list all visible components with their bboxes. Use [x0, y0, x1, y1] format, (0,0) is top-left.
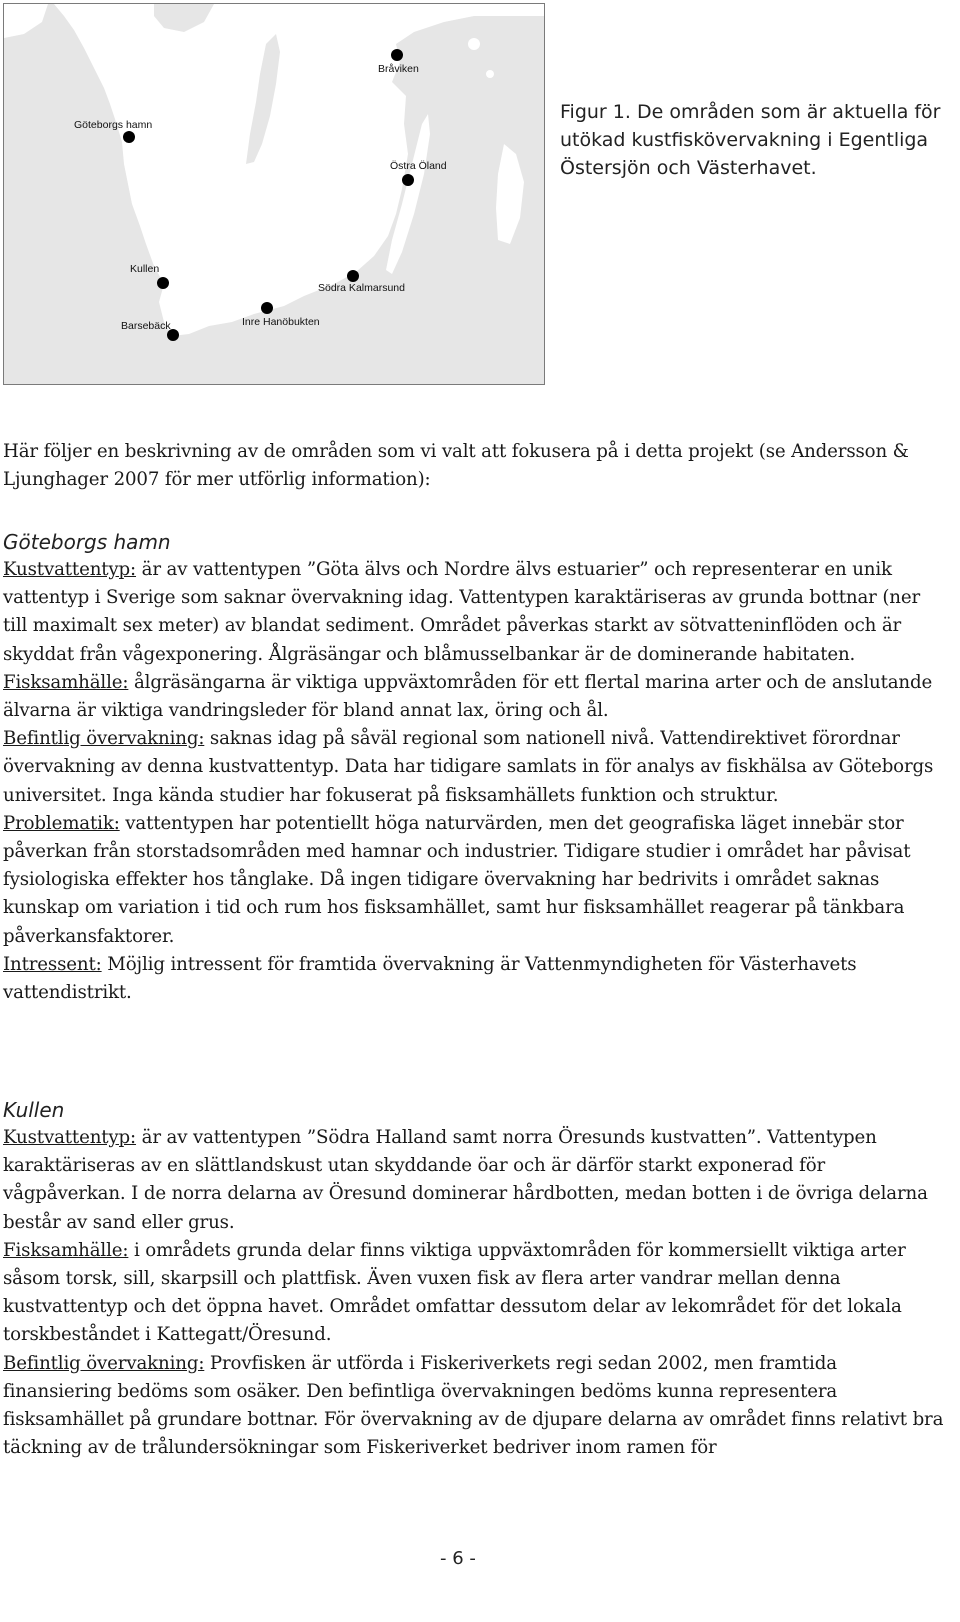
para-kustvattentyp: [3, 1124, 948, 1237]
map-svg: [4, 4, 544, 384]
marker-inre-hanobukten[interactable]: [261, 302, 273, 314]
section-goteborgs-hamn: [3, 528, 948, 1007]
para-befintlig-overvakning: [3, 1350, 948, 1463]
para-kustvattentyp: [3, 556, 948, 669]
para-text: är av vattentypen ”Södra Halland samt norra Öresunds kustvatten”. Vattentypen karaktäriseras av en slättlandskust utan skyddande öar och är därför starkt exponerad för vågpåverkan. I de norra delarna av Öresund dominerar hårdbotten, medan botten i de övriga delarna består av sand eller grus.: [3, 1127, 928, 1233]
marker-ostra-oland[interactable]: [402, 174, 414, 186]
island-small: [468, 38, 480, 50]
label-braviken: Bråviken: [378, 63, 419, 75]
label-goteborgs-hamn: Göteborgs hamn: [74, 119, 153, 131]
para-label: Kustvattentyp:: [3, 1127, 137, 1148]
para-label: Fisksamhälle:: [3, 671, 129, 693]
marker-kullen[interactable]: [157, 277, 169, 289]
label-barseback: Barsebäck: [121, 320, 171, 332]
para-fisksamhalle: [3, 669, 948, 725]
section-kullen: [3, 1096, 948, 1462]
label-inre-hanobukten: Inre Hanöbukten: [242, 316, 320, 328]
para-label: Intressent:: [3, 953, 102, 975]
para-intressent: [3, 951, 948, 1007]
island-gotland: [496, 144, 524, 244]
para-befintlig-overvakning: [3, 725, 948, 810]
page-number: - 6 -: [440, 1548, 476, 1569]
section-title: Göteborgs hamn: [3, 530, 171, 554]
para-label: Befintlig övervakning:: [3, 1352, 205, 1374]
para-label: Problematik:: [3, 812, 120, 834]
figure-caption: [560, 98, 950, 182]
para-label: Kustvattentyp:: [3, 559, 137, 580]
marker-sodra-kalmarsund[interactable]: [347, 270, 359, 282]
para-text: Provfisken är utförda i Fiskeriverkets regi sedan 2002, men framtida finansiering bedöms som osäker. Den befintliga övervakningen bedöms kunna representera fisksamhället på grundare bottnar. För övervakning av de djupare delarna av området finns relativt bra täckning av de trålundersökningar som Fiskeriverket bedriver inom ramen för: [3, 1352, 944, 1459]
caption-label: Figur 1.: [560, 101, 631, 123]
para-label: Fisksamhälle:: [3, 1239, 129, 1261]
caption-text: De områden som är aktuella för utökad kustfiskövervakning i Egentliga Östersjön och Västerhavet.: [560, 101, 941, 179]
island-small: [486, 70, 494, 78]
marker-braviken[interactable]: [391, 49, 403, 61]
map-figure: [3, 3, 545, 385]
para-text: Möjlig intressent för framtida övervakning är Vattenmyndigheten för Västerhavets vattendistrikt.: [3, 953, 857, 1004]
marker-goteborgs-hamn[interactable]: [123, 131, 135, 143]
label-ostra-oland: Östra Öland: [390, 160, 447, 172]
para-text: saknas idag på såväl regional som nationell nivå. Vattendirektivet förordnar övervakning av denna kustvattentyp. Data har tidigare samlats in för analys av fiskhälsa av Göteborgs universitet. Inga kända studier har fokuserat på fisksamhällets funktion och struktur.: [3, 728, 934, 806]
label-sodra-kalmarsund: Södra Kalmarsund: [318, 282, 405, 294]
para-text: vattentypen har potentiellt höga naturvärden, men det geografiska läget innebär stor påverkan från storstadsområden med hamnar och industrier. Tidigare studier i området har påvisat fysiologiska effekter hos tånglake. Då ingen tidigare övervakning har bedrivits i området saknas kunskap om variation i tid och rum hos fisksamhället, samt hur fisksamhället reagerar på tänkbara påverkansfaktorer.: [3, 812, 911, 947]
para-fisksamhalle: [3, 1237, 948, 1350]
para-text: ålgräsängarna är viktiga uppväxtområden för ett flertal marina arter och de anslutande älvarna är viktiga vandringsleder för bland annat lax, öring och ål.: [3, 671, 933, 722]
para-label: Befintlig övervakning:: [3, 728, 205, 750]
section-title: Kullen: [3, 1098, 65, 1122]
intro-paragraph: Här följer en beskrivning av de områden som vi valt att fokusera på i detta projekt (se Andersson & Ljunghager 2007 för mer utförlig information):: [3, 441, 909, 491]
para-text: i områdets grunda delar finns viktiga uppväxtområden för kommersiellt viktiga arter såsom torsk, sill, skarpsill och plattfisk. Även vuxen fisk av flera arter vandrar mellan denna kustvattentyp och det öppna havet. Området omfattar dessutom delar av lekområdet för det lokala torskbeståndet i Kattegatt/Öresund.: [3, 1239, 906, 1346]
para-problematik: [3, 810, 948, 951]
para-text: är av vattentypen ”Göta älvs och Nordre älvs estuarier” och representerar en unik vattentyp i Sverige som saknar övervakning idag. Vattentypen karaktäriseras av grunda bottnar (ner till maximalt sex meter) av blandat sediment. Området påverkas starkt av sötvatteninflöden och är skyddat från vågexponering. Ålgräsängar och blåmusselbankar är de dominerande habitaten.: [3, 559, 921, 665]
label-kullen: Kullen: [130, 263, 160, 275]
land-north-west: [4, 4, 48, 38]
